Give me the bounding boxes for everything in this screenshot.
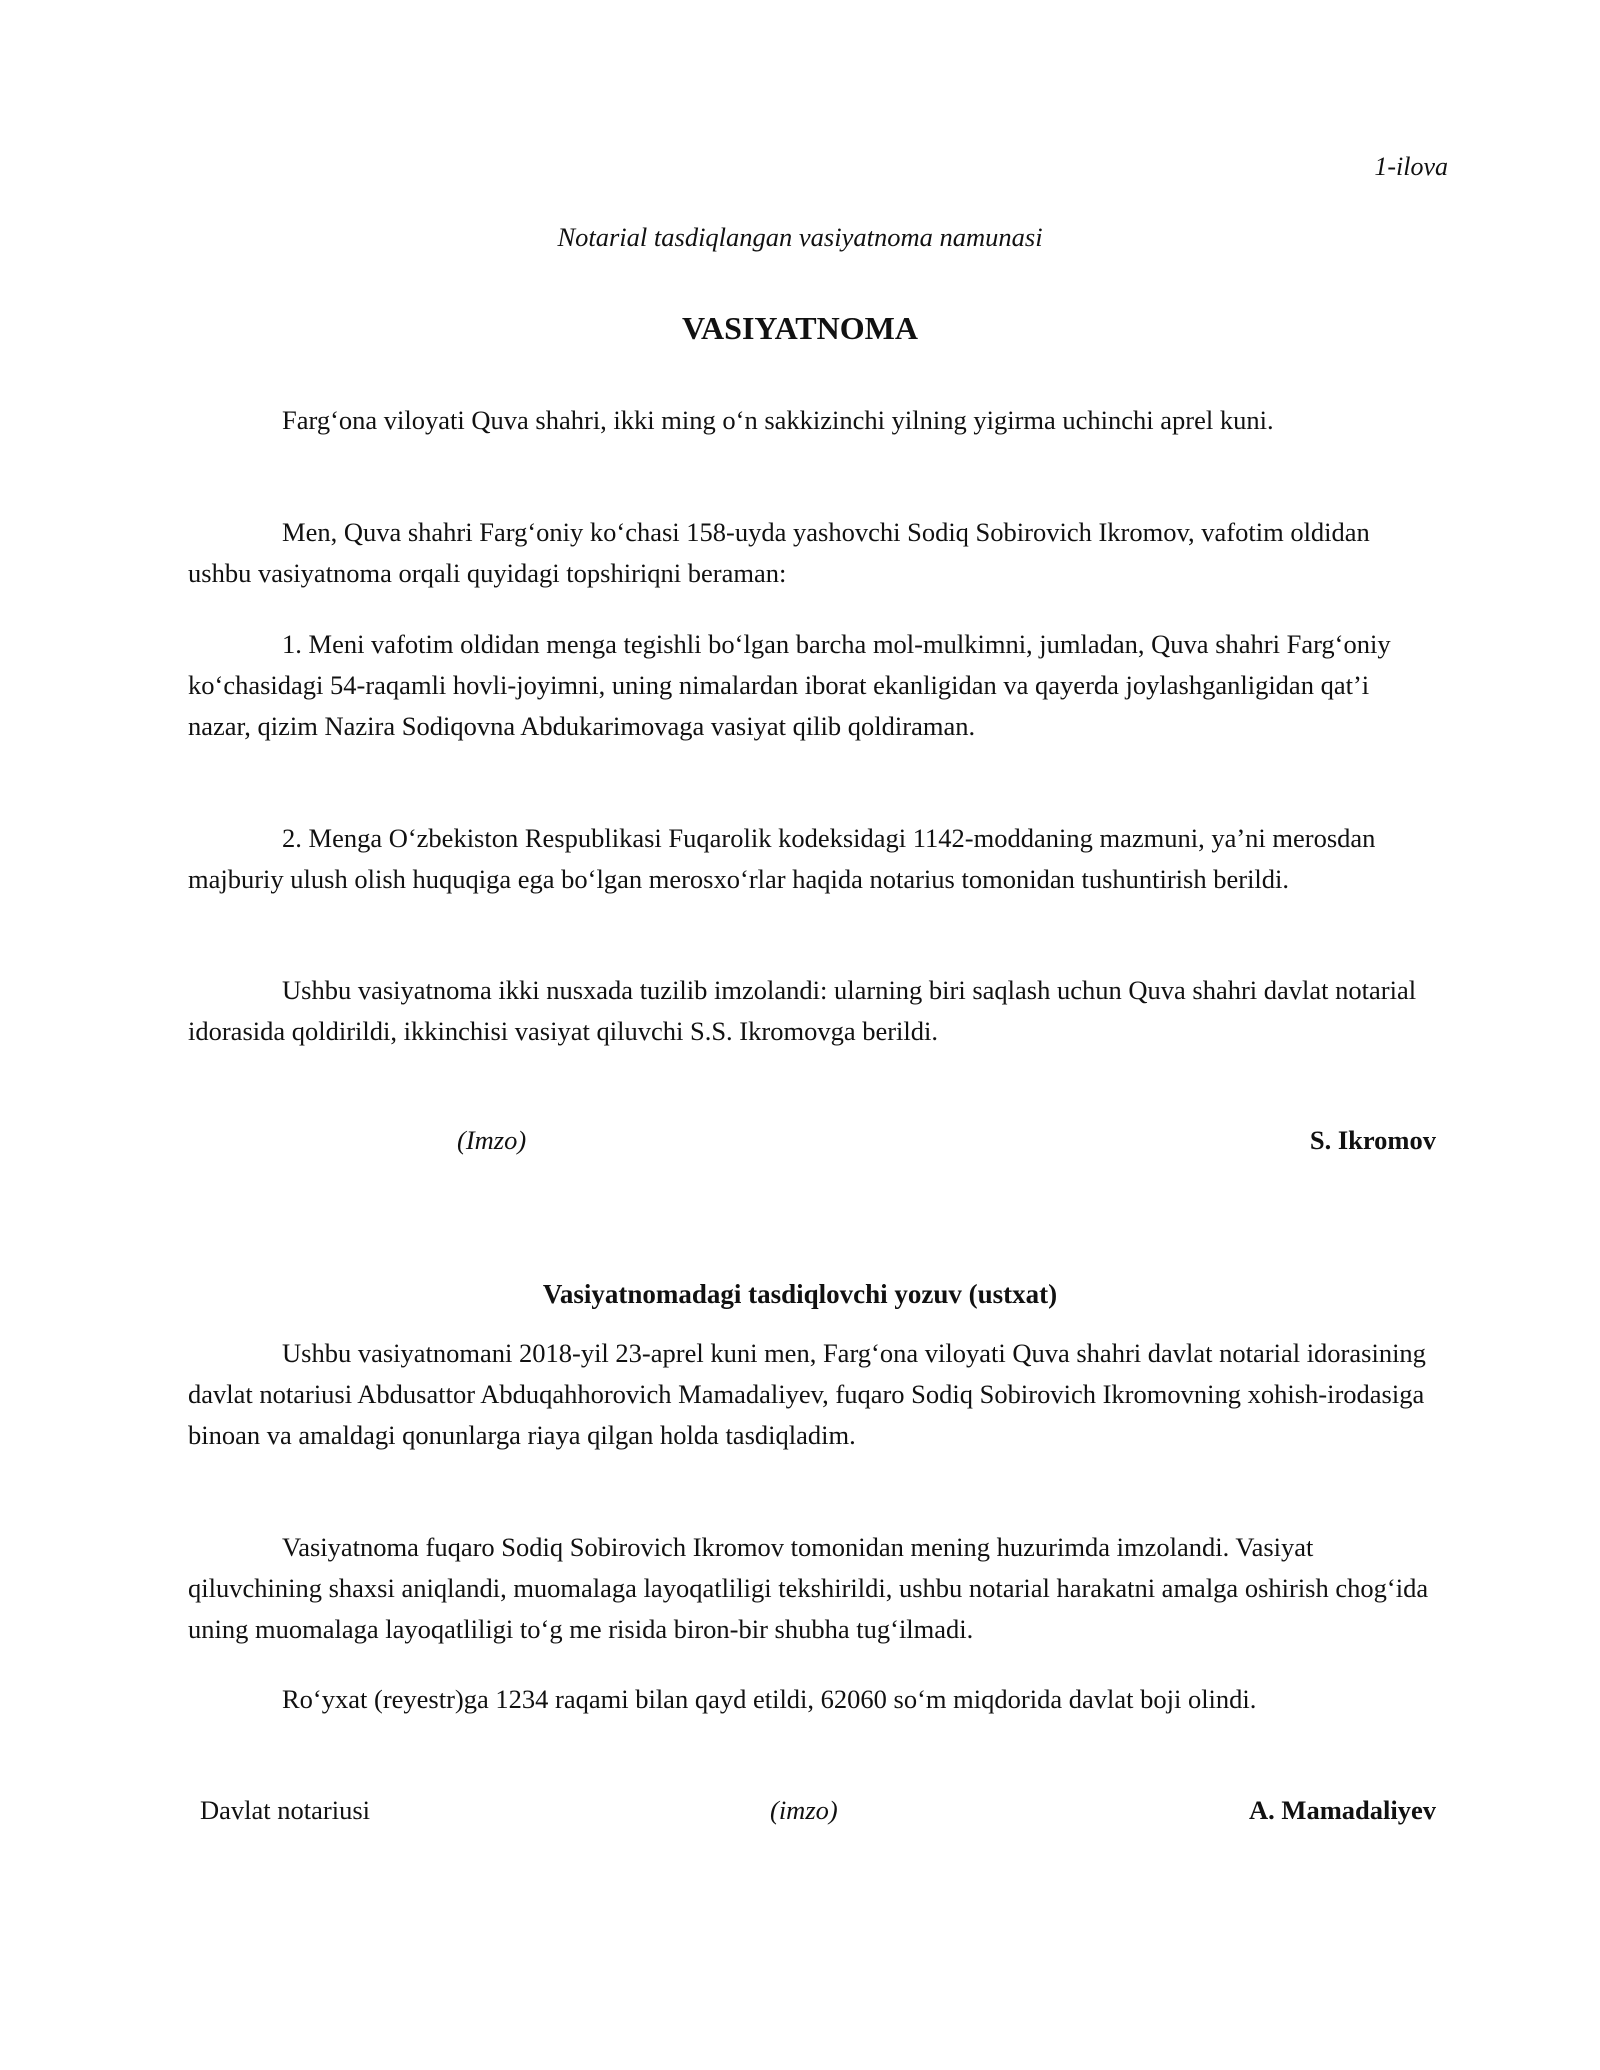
notary-name: A. Mamadaliyev — [1249, 1795, 1436, 1825]
document-subtitle: Notarial tasdiqlangan vasiyatnoma namunasi — [557, 222, 1043, 252]
document-title: VASIYATNOMA — [682, 310, 918, 346]
certification-paragraph-verification: Vasiyatnoma fuqaro Sodiq Sobirovich Ikromov tomonidan mening huzurimda imzolandi. Vasiyat qiluvchining shaxsi aniqlandi, muomalaga layoqatliligi tekshirildi, ushbu notarial harakatni amalga oshirish chog‘ida uning muomalaga layoqatliligi to‘g me risida biron-bir shubha tug‘ilmadi. — [188, 1532, 1429, 1644]
will-paragraph-testator: Men, Quva shahri Farg‘oniy ko‘chasi 158-uyda yashovchi Sodiq Sobirovich Ikromov, vafotim oldidan ushbu vasiyatnoma orqali quyidagi topshiriqni beraman: — [188, 517, 1370, 588]
certification-paragraph-registry: Ro‘yxat (reyestr)ga 1234 raqami bilan qayd etildi, 62060 so‘m miqdorida davlat boji olindi. — [282, 1684, 1257, 1714]
testator-signature-label: (Imzo) — [457, 1125, 527, 1155]
notary-signature-label: (imzo) — [770, 1795, 838, 1825]
testator-name: S. Ikromov — [1309, 1125, 1436, 1155]
will-paragraph-date: Farg‘ona viloyati Quva shahri, ikki ming o‘n sakkizinchi yilning yigirma uchinchi aprel kuni. — [282, 405, 1274, 435]
will-paragraph-copies: Ushbu vasiyatnoma ikki nusxada tuzilib imzolandi: ularning biri saqlash uchun Quva shahri davlat notarial idorasida qoldirildi, ikkinchisi vasiyat qiluvchi S.S. Ikromovga berildi. — [188, 975, 1417, 1046]
appendix-label: 1-ilova — [1374, 152, 1448, 181]
certification-heading: Vasiyatnomadagi tasdiqlovchi yozuv (ustxat) — [542, 1279, 1058, 1309]
notary-title: Davlat notariusi — [200, 1795, 370, 1825]
will-paragraph-item-2: 2. Menga O‘zbekiston Respublikasi Fuqarolik kodeksidagi 1142-moddaning mazmuni, ya’ni merosdan majburiy ulush olish huquqiga ega bo‘lgan merosxo‘rlar haqida notarius tomonidan tushuntirish berildi. — [188, 823, 1376, 894]
will-paragraph-item-1: 1. Meni vafotim oldidan menga tegishli bo‘lgan barcha mol-mulkimni, jumladan, Quva shahri Farg‘oniy ko‘chasidagi 54-raqamli hovli-joyimni, uning nimalardan iborat ekanligidan va qayerda joylashganligidan qat’i nazar, qizim Nazira Sodiqovna Abdukarimovaga vasiyat qilib qoldiraman. — [188, 629, 1391, 741]
certification-paragraph-notary: Ushbu vasiyatnomani 2018-yil 23-aprel kuni men, Farg‘ona viloyati Quva shahri davlat notarial idorasining davlat notariusi Abdusattor Abduqahhorovich Mamadaliyev, fuqaro Sodiq Sobirovich Ikromovning xohish-irodasiga binoan va amaldagi qonunlarga riaya qilgan holda tasdiqladim. — [188, 1338, 1426, 1450]
